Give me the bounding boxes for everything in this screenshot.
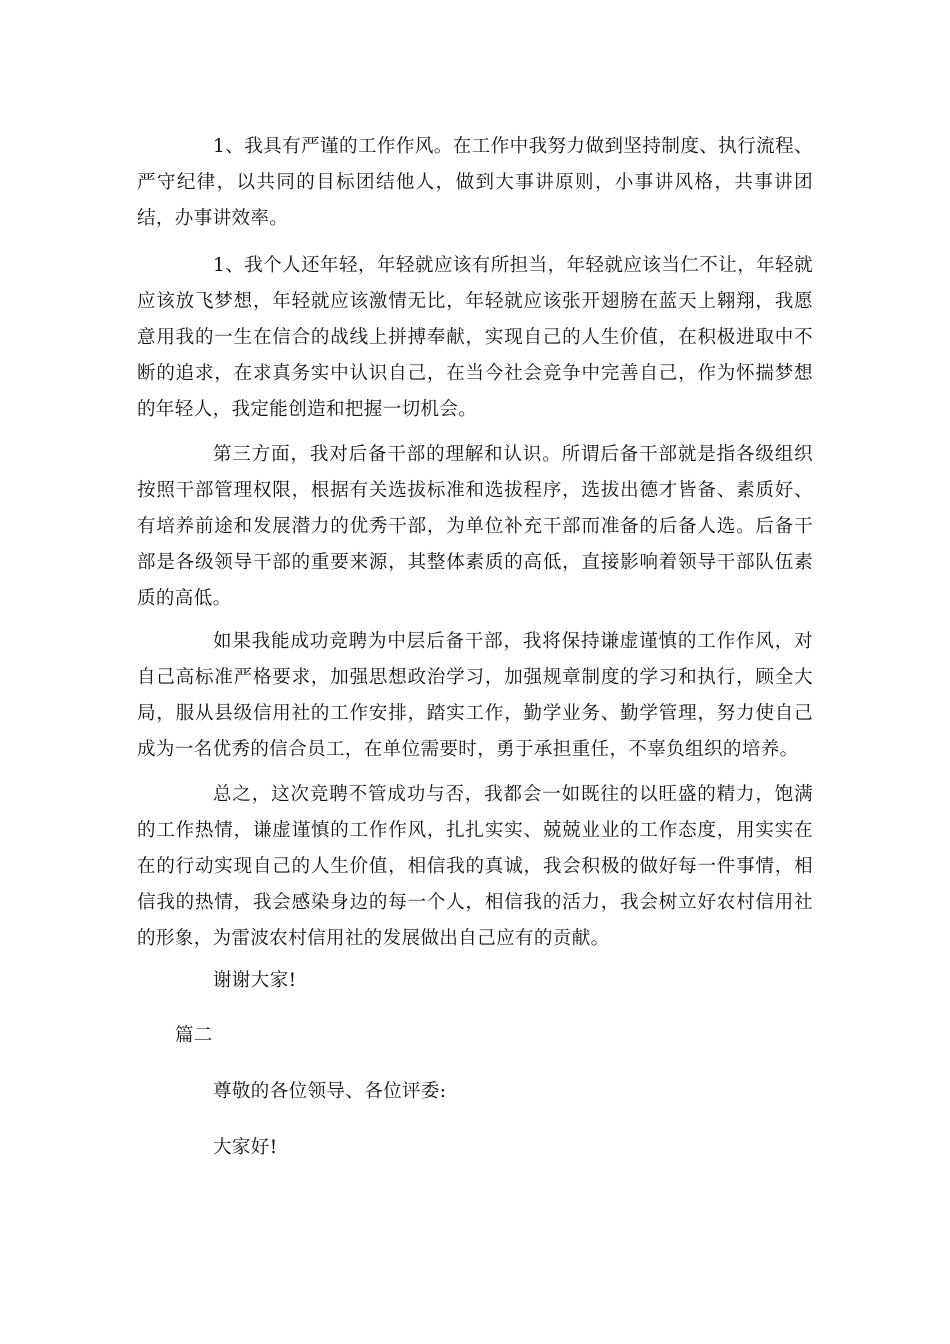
paragraph-work-style: 1、我具有严谨的工作作风。在工作中我努力做到坚持制度、执行流程、严守纪律，以共同的目标团结他人，做到大事讲原则，小事讲风格，共事讲团结，办事讲效率。 xyxy=(137,136,813,229)
thanks-line: 谢谢大家! xyxy=(213,970,297,991)
paragraph-conclusion: 总之，这次竞聘不管成功与否，我都会一如既往的以旺盛的精力，饱满的工作热情，谦虚谨慎的工作作风，扎扎实实、兢兢业业的工作态度，用实实在在的行动实现自己的人生价值，相信我的真诚，我会积极的做好每一件事情，相信我的热情，我会感染身边的每一个人，相信我的活力，我会树立好农村信用社的形象，为雷波农村信用社的发展做出自己应有的贡献。 xyxy=(137,784,813,949)
paragraph-youth: 1、我个人还年轻，年轻就应该有所担当，年轻就应该当仁不让，年轻就应该放飞梦想，年轻就应该激情无比，年轻就应该张开翅膀在蓝天上翱翔，我愿意用我的一生在信合的战线上拼搏奉献，实现自己的人生价值，在积极进取中不断的追求，在求真务实中认识自己，在当今社会竞争中完善自己，作为怀揣梦想的年轻人，我定能创造和把握一切机会。 xyxy=(137,255,813,420)
paragraph-commitment: 如果我能成功竞聘为中层后备干部，我将保持谦虚谨慎的工作作风，对自己高标准严格要求，加强思想政治学习，加强规章制度的学习和执行，顾全大局，服从县级信用社的工作安排，踏实工作，勤学业务、勤学管理，努力使自己成为一名优秀的信合员工，在单位需要时，勇于承担重任，不辜负组织的培养。 xyxy=(137,631,813,760)
salutation: 尊敬的各位领导、各位评委: xyxy=(213,1081,447,1102)
greeting: 大家好! xyxy=(213,1137,278,1158)
section-title: 篇二 xyxy=(175,1025,213,1046)
paragraph-reserve-cadre: 第三方面，我对后备干部的理解和认识。所谓后备干部就是指各级组织按照干部管理权限，根据有关选拔标准和选拔程序，选拔出德才皆备、素质好、有培养前途和发展潜力的优秀干部，为单位补充干部而准备的后备人选。后备干部是各级领导干部的重要来源，其整体素质的高低，直接影响着领导干部队伍素质的高低。 xyxy=(137,444,813,609)
